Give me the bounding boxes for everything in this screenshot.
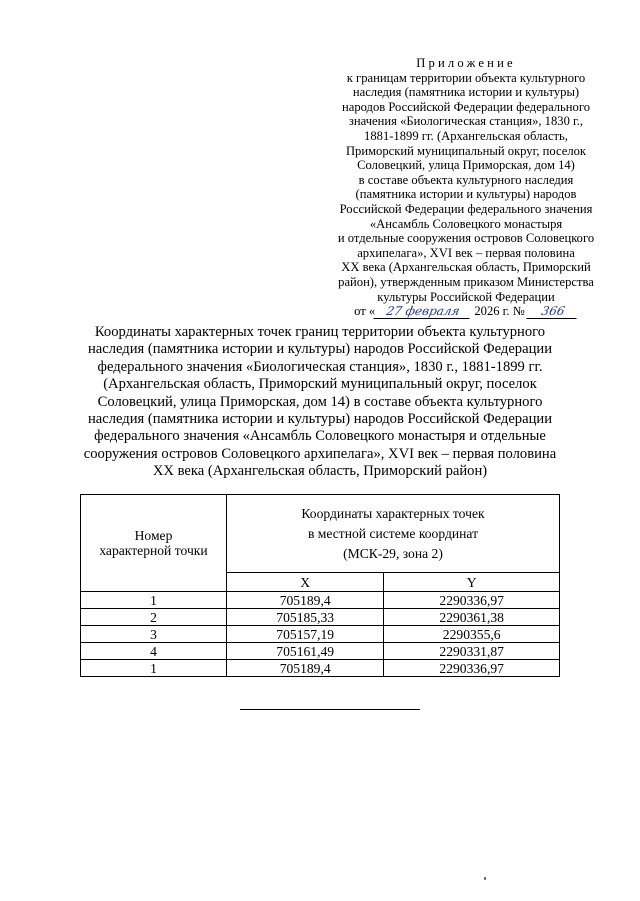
appendix-line: Приморский муниципальный округ, поселок <box>345 143 587 158</box>
x-cell: 705185,33 <box>227 609 384 626</box>
y-cell: 2290355,6 <box>384 626 560 643</box>
point-cell: 1 <box>81 660 227 677</box>
appendix-header <box>300 56 632 319</box>
point-cell: 1 <box>81 592 227 609</box>
appendix-line: народов Российской Федерации федерального <box>342 99 590 114</box>
point-cell: 3 <box>81 626 227 643</box>
x-cell: 705189,4 <box>227 592 384 609</box>
appendix-line: Соловецкий, улица Приморская, дом 14) <box>357 158 575 173</box>
point-cell: 2 <box>81 609 227 626</box>
title-line: XX века (Архангельская область, Приморский район) <box>152 463 488 480</box>
header-point-number <box>81 495 227 592</box>
header-coords-line: в местной системе координат <box>307 525 479 541</box>
table-row <box>81 660 560 677</box>
appendix-line: культуры Российской Федерации <box>377 289 555 304</box>
handwritten-date: 27 февраля <box>374 304 473 319</box>
table-row <box>81 643 560 660</box>
title-line: федерального значения «Ансамбль Соловецкого монастыря и отдельные <box>94 428 546 445</box>
appendix-line: XX века (Архангельская область, Приморский <box>341 260 591 275</box>
y-cell: 2290336,97 <box>384 592 560 609</box>
x-cell: 705161,49 <box>227 643 384 660</box>
scan-speck <box>484 877 486 880</box>
appendix-heading: Приложение <box>416 56 516 70</box>
appendix-line: значения «Биологическая станция», 1830 г., <box>348 114 584 129</box>
title-line: федерального значения «Биологическая станция», 1830 г., 1881-1899 гг. <box>97 358 543 375</box>
y-cell: 2290336,97 <box>384 660 560 677</box>
appendix-line: 1881-1899 гг. (Архангельская область, <box>364 128 568 143</box>
appendix-line: и отдельные сооружения островов Соловецкого <box>337 231 595 246</box>
y-cell: 2290361,38 <box>384 609 560 626</box>
title-line: наследия (памятника истории и культуры) народов Российской Федерации <box>87 341 553 358</box>
header-coordinates <box>227 495 560 573</box>
header-x: X <box>227 573 384 592</box>
appendix-line: район), утвержденным приказом Министерства <box>338 274 594 289</box>
title-line: Соловецкий, улица Приморская, дом 14) в составе объекта культурного <box>97 393 543 410</box>
appendix-line: архипелага», XVI век – первая половина <box>357 245 575 260</box>
header-y: Y <box>384 573 560 592</box>
header-coords-line: Координаты характерных точек <box>301 505 485 521</box>
header-coords-line: (МСК-29, зона 2) <box>343 545 443 561</box>
table-row <box>81 626 560 643</box>
approval-year: 2026 г. № <box>474 304 525 319</box>
title-line: наследия (памятника истории и культуры) народов Российской Федерации <box>87 411 553 428</box>
appendix-line: Российской Федерации федерального значения <box>339 201 593 216</box>
title-line: сооружения островов Соловецкого архипелага», XVI век – первая половина <box>83 445 557 462</box>
point-cell: 4 <box>81 643 227 660</box>
table-row <box>81 609 560 626</box>
appendix-line: «Ансамбль Соловецкого монастыря <box>369 216 563 231</box>
x-cell: 705157,19 <box>227 626 384 643</box>
appendix-line: наследия (памятника истории и культуры) <box>352 85 580 100</box>
appendix-line: к границам территории объекта культурного <box>346 70 586 85</box>
title-line: Координаты характерных точек границ территории объекта культурного <box>94 324 546 340</box>
x-cell: 705189,4 <box>227 660 384 677</box>
table-row <box>81 592 560 609</box>
appendix-line: (памятника истории и культуры) народов <box>355 187 577 202</box>
y-cell: 2290331,87 <box>384 643 560 660</box>
header-point-line: Номер <box>134 528 173 543</box>
title-line: (Архангельская область, Приморский муниципальный округ, поселок <box>103 376 537 393</box>
closing-rule <box>240 709 420 710</box>
handwritten-order-number: 366 <box>526 304 579 319</box>
header-point-line: характерной точки <box>99 543 208 558</box>
approval-prefix: от « <box>354 304 376 319</box>
coordinates-table <box>80 494 560 677</box>
appendix-line: в составе объекта культурного наследия <box>358 172 574 187</box>
approval-line <box>300 304 632 319</box>
document-title <box>70 324 570 481</box>
